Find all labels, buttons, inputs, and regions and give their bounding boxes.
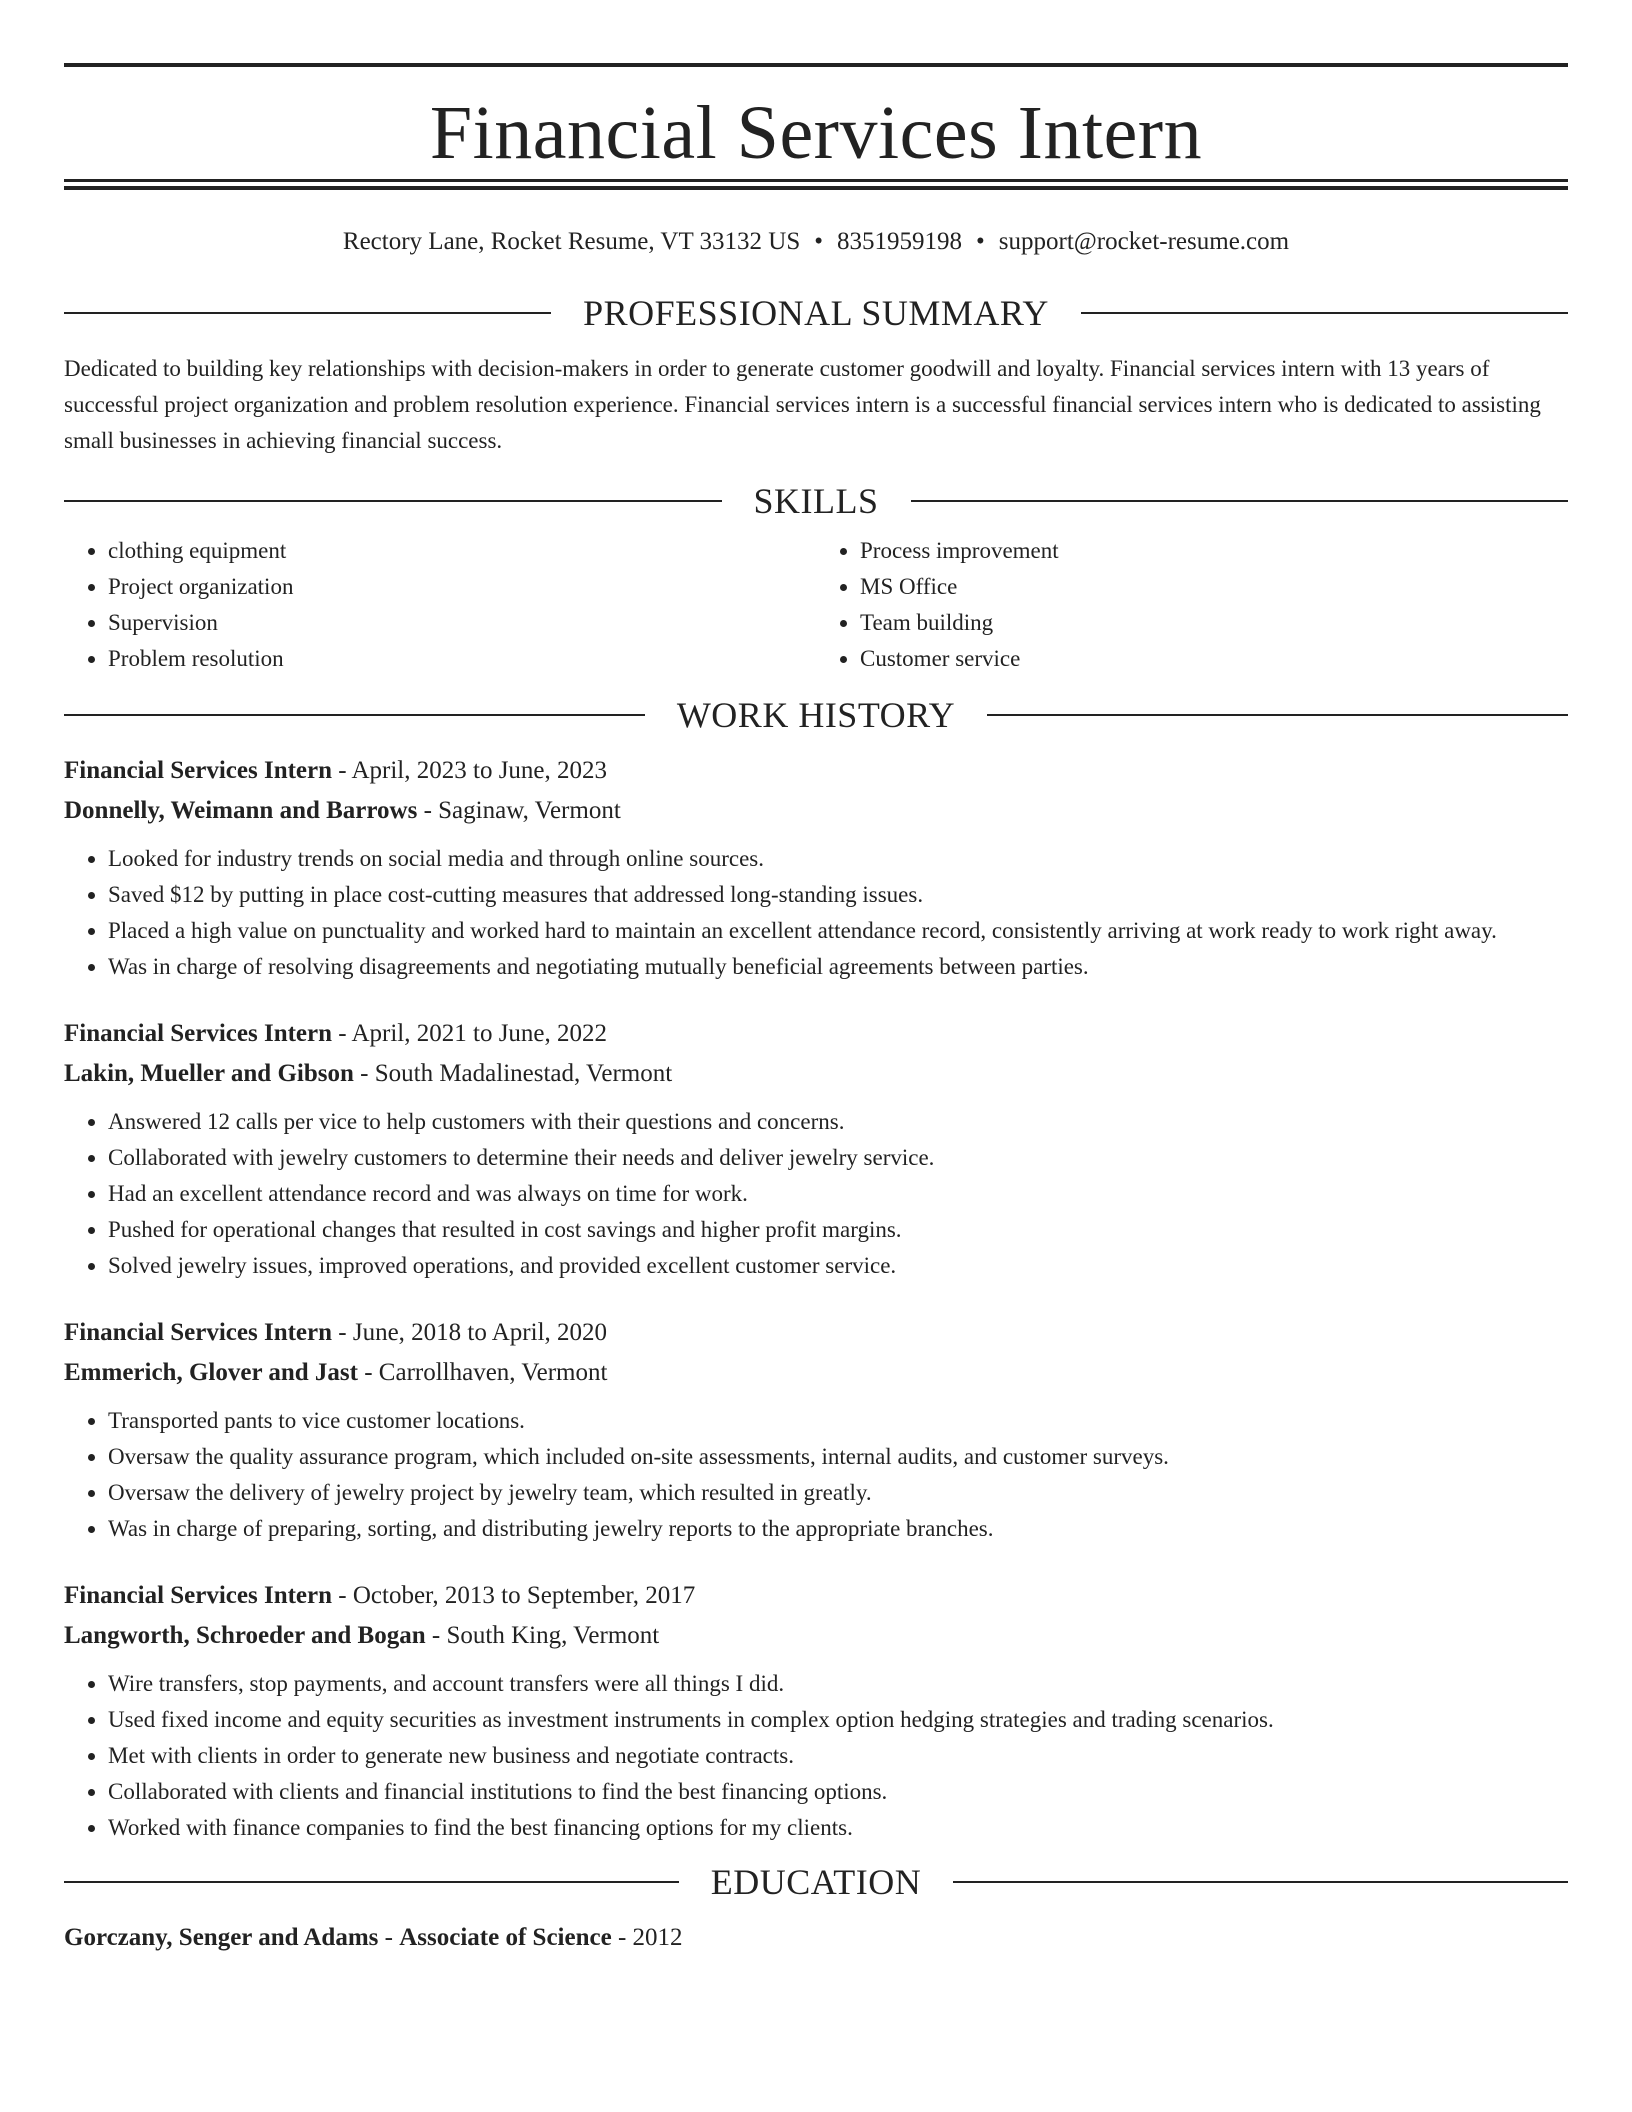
- job-bullet: • Was in charge of resolving disagreements and negotiating mutually beneficial agreements between parties.: [108, 949, 1568, 985]
- job-bullet: • Oversaw the delivery of jewelry project by jewelry team, which resulted in greatly.: [108, 1475, 1568, 1511]
- job-title: Financial Services Intern: [64, 1582, 333, 1609]
- job-bullets: [64, 1403, 1568, 1547]
- job-title: Financial Services Intern: [64, 1020, 333, 1047]
- job-bullet: • Saved $12 by putting in place cost-cutting measures that addressed long-standing issues.: [108, 877, 1568, 913]
- job-entry: [64, 751, 1568, 985]
- job-company: Donnelly, Weimann and Barrows: [64, 797, 418, 824]
- skills-heading-label: SKILLS: [753, 481, 879, 521]
- job-company: Lakin, Mueller and Gibson: [64, 1060, 354, 1087]
- job-title-line: [64, 751, 1568, 791]
- job-dates: - June, 2018 to April, 2020: [332, 1319, 608, 1346]
- heading-rule: [987, 714, 1568, 716]
- skill-item: • Project organization: [108, 569, 816, 605]
- skill-item: • Process improvement: [860, 533, 1568, 569]
- education-heading: [64, 1858, 1568, 1906]
- skill-item: • Problem resolution: [108, 641, 816, 677]
- contact-line: [64, 226, 1568, 258]
- job-bullet: • Pushed for operational changes that resulted in cost savings and higher profit margins.: [108, 1212, 1568, 1248]
- resume-page: [64, 0, 1568, 1958]
- skills-list-left: [64, 533, 816, 677]
- summary-heading-label: PROFESSIONAL SUMMARY: [583, 293, 1049, 333]
- skills-list-right: [816, 533, 1568, 677]
- education-separator: -: [378, 1924, 400, 1951]
- job-bullet: • Used fixed income and equity securities as investment instruments in complex option hedging strategies and trading scenarios.: [108, 1702, 1568, 1738]
- job-location: - Carrollhaven, Vermont: [357, 1359, 608, 1386]
- job-company: Emmerich, Glover and Jast: [64, 1359, 358, 1386]
- contact-address: Rectory Lane, Rocket Resume, VT 33132 US: [342, 228, 801, 255]
- job-company: Langworth, Schroeder and Bogan: [64, 1622, 426, 1649]
- skills-heading: [64, 477, 1568, 525]
- job-bullet: • Met with clients in order to generate new business and negotiate contracts.: [108, 1738, 1568, 1774]
- job-location: - Saginaw, Vermont: [417, 797, 621, 824]
- heading-rule: [64, 312, 551, 314]
- job-title: Financial Services Intern: [64, 757, 333, 784]
- job-bullet: • Was in charge of preparing, sorting, and distributing jewelry reports to the appropriate branches.: [108, 1511, 1568, 1547]
- job-bullet: • Collaborated with jewelry customers to determine their needs and deliver jewelry service.: [108, 1140, 1568, 1176]
- job-bullet: • Answered 12 calls per vice to help customers with their questions and concerns.: [108, 1104, 1568, 1140]
- job-bullet: • Collaborated with clients and financial institutions to find the best financing options.: [108, 1774, 1568, 1810]
- job-bullet: • Oversaw the quality assurance program, which included on-site assessments, internal audits, and customer surveys.: [108, 1439, 1568, 1475]
- summary-heading: [64, 289, 1568, 337]
- job-dates: - April, 2021 to June, 2022: [332, 1020, 608, 1047]
- skill-item: • MS Office: [860, 569, 1568, 605]
- job-bullet: • Placed a high value on punctuality and worked hard to maintain an excellent attendance record, consistently arriving at work ready to work right away.: [108, 913, 1568, 949]
- contact-separator: •: [976, 228, 985, 255]
- heading-rule: [64, 714, 645, 716]
- job-dates: - October, 2013 to September, 2017: [332, 1582, 696, 1609]
- job-company-line: [64, 1353, 1568, 1393]
- job-dates: - April, 2023 to June, 2023: [332, 757, 608, 784]
- resume-title: Financial Services Intern: [429, 91, 1203, 175]
- heading-rule: [64, 1881, 679, 1883]
- job-bullet: • Wire transfers, stop payments, and account transfers were all things I did.: [108, 1666, 1568, 1702]
- title-double-rule: [64, 179, 1568, 190]
- skill-item: • Team building: [860, 605, 1568, 641]
- contact-phone: 8351959198: [837, 228, 963, 255]
- job-bullet: • Looked for industry trends on social media and through online sources.: [108, 841, 1568, 877]
- job-entry: [64, 1313, 1568, 1547]
- contact-separator: •: [814, 228, 824, 255]
- education-separator: -: [611, 1924, 633, 1951]
- work-heading-label: WORK HISTORY: [676, 695, 956, 735]
- heading-rule: [64, 500, 722, 502]
- job-company-line: [64, 791, 1568, 831]
- job-bullet: • Transported pants to vice customer locations.: [108, 1403, 1568, 1439]
- education-entry: [64, 1918, 1568, 1958]
- job-title-line: [64, 1576, 1568, 1616]
- education-school: Gorczany, Senger and Adams: [64, 1924, 379, 1951]
- heading-rule: [1081, 312, 1568, 314]
- job-bullet: • Had an excellent attendance record and was always on time for work.: [108, 1176, 1568, 1212]
- skill-item: • Customer service: [860, 641, 1568, 677]
- job-location: - South King, Vermont: [425, 1622, 660, 1649]
- education-degree: Associate of Science: [399, 1924, 612, 1951]
- job-company-line: [64, 1054, 1568, 1094]
- job-bullets: [64, 841, 1568, 985]
- job-title: Financial Services Intern: [64, 1319, 333, 1346]
- education-year: 2012: [632, 1924, 683, 1951]
- skill-item: • Supervision: [108, 605, 816, 641]
- work-heading: [64, 691, 1568, 739]
- job-bullet: • Worked with finance companies to find the best financing options for my clients.: [108, 1810, 1568, 1846]
- job-company-line: [64, 1616, 1568, 1656]
- contact-email: support@rocket-resume.com: [998, 228, 1290, 255]
- education-heading-label: EDUCATION: [710, 1862, 922, 1902]
- heading-rule: [911, 500, 1569, 502]
- job-title-line: [64, 1014, 1568, 1054]
- skill-item: • clothing equipment: [108, 533, 816, 569]
- job-entry: [64, 1014, 1568, 1284]
- job-bullet: • Solved jewelry issues, improved operations, and provided excellent customer service.: [108, 1248, 1568, 1284]
- heading-rule: [953, 1881, 1568, 1883]
- job-location: - South Madalinestad, Vermont: [353, 1060, 673, 1087]
- job-bullets: [64, 1104, 1568, 1284]
- job-title-line: [64, 1313, 1568, 1353]
- job-bullets: [64, 1666, 1568, 1846]
- job-entry: [64, 1576, 1568, 1846]
- skills-columns: [64, 533, 1568, 677]
- summary-text: Dedicated to building key relationships with decision-makers in order to generate customer goodwill and loyalty. Financial services intern with 13 years of successful project organization and problem resolution experience. Financial services intern is a successful financial services intern who is dedicated to assisting small businesses in achieving financial success.: [64, 356, 1541, 453]
